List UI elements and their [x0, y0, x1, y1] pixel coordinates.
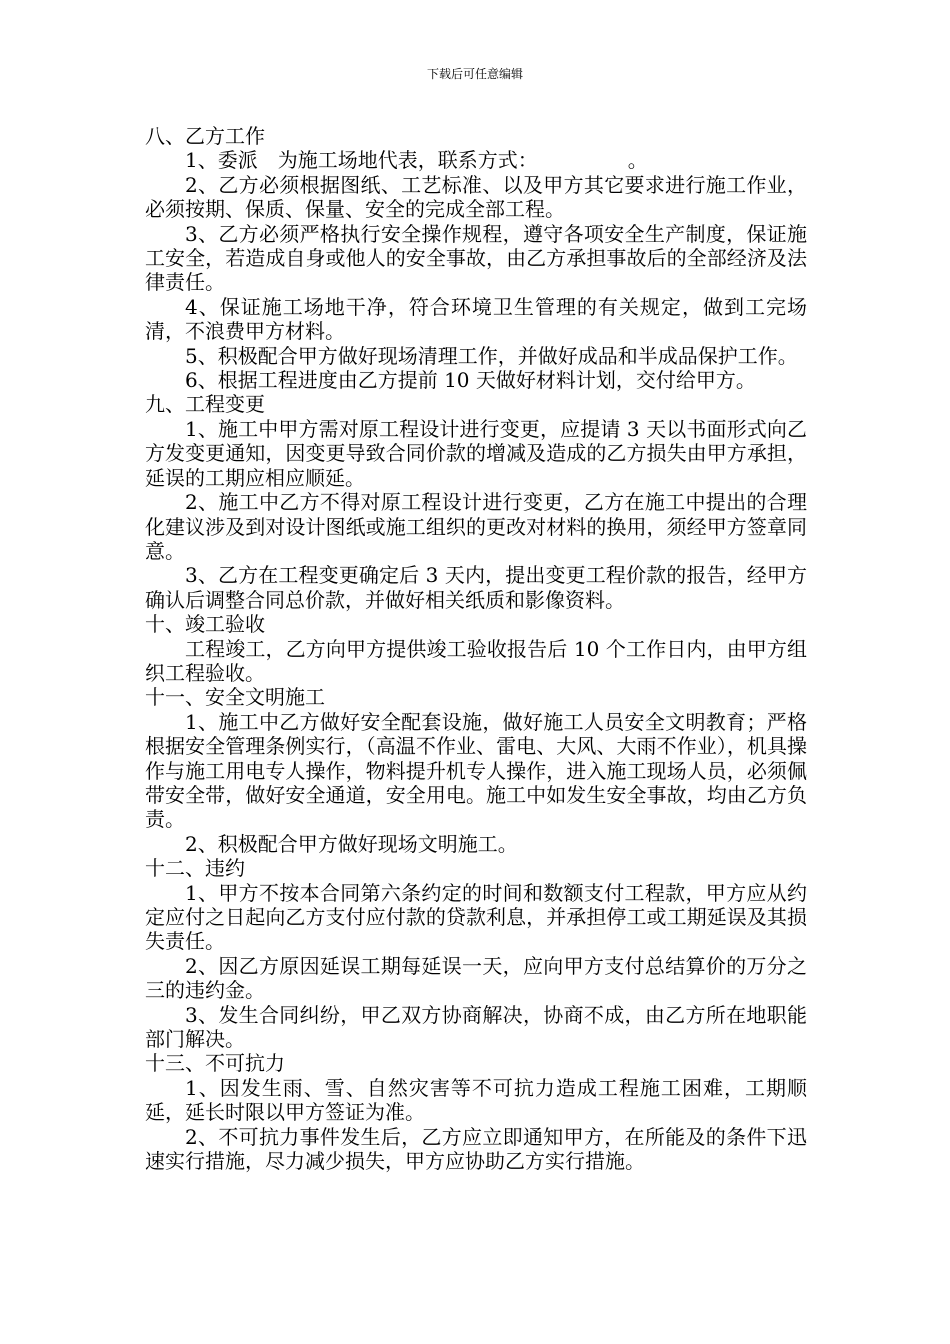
paragraph: 1、甲方不按本合同第六条约定的时间和数额支付工程款，甲方应从约定应付之日起向乙方支付应付款的贷款利息，并承担停工或工期延误及其损失责任。 [145, 880, 807, 954]
paragraph: 5、积极配合甲方做好现场清理工作，并做好成品和半成品保护工作。 [185, 343, 798, 368]
page-header: 下载后可任意编辑 [426, 67, 523, 81]
paragraph: 3、发生合同纠纷，甲乙双方协商解决，协商不成，由乙方所在地职能部门解决。 [145, 1002, 807, 1052]
section-title: 十三、不可抗力 [145, 1051, 285, 1076]
paragraph: 2、积极配合甲方做好现场文明施工。 [185, 831, 518, 856]
paragraph: 2、施工中乙方不得对原工程设计进行变更，乙方在施工中提出的合理化建议涉及到对设计图纸或施工组织的更改对材料的换用，须经甲方签章同意。 [145, 490, 807, 563]
paragraph: 1、委派 为施工场地代表，联系方式： 。 [185, 148, 648, 173]
paragraph: 3、乙方必须严格执行安全操作规程，遵守各项安全生产制度，保证施工安全，若造成自身或他人的安全事故，由乙方承担事故后的全部经济及法律责任。 [145, 221, 807, 295]
paragraph: 1、因发生雨、雪、自然灾害等不可抗力造成工程施工困难，工期顺延，延长时限以甲方签证为准。 [145, 1075, 807, 1125]
paragraph: 1、施工中乙方做好安全配套设施，做好施工人员安全文明教育；严格根据安全管理条例实行，（高温不作业、雷电、大风、大雨不作业），机具操作与施工用电专人操作，物料提升机专人操作，进入施工现场人员，必须佩带安全带，做好安全通道，安全用电。施工中如发生安全事故，均由乙方负责。 [145, 709, 807, 832]
paragraph: 2、因乙方原因延误工期每延误一天，应向甲方支付总结算价的万分之三的违约金。 [145, 953, 807, 1003]
paragraph: 2、乙方必须根据图纸、工艺标准、以及甲方其它要求进行施工作业，必须按期、保质、保量、安全的完成全部工程。 [145, 172, 807, 222]
paragraph: 工程竣工，乙方向甲方提供竣工验收报告后 10 个工作日内，由甲方组织工程验收。 [145, 636, 807, 685]
section-9 [145, 392, 807, 612]
section-11 [145, 685, 807, 856]
document-body [145, 124, 807, 1173]
section-10 [145, 612, 807, 685]
section-title: 九、工程变更 [145, 392, 265, 417]
paragraph: 2、不可抗力事件发生后，乙方应立即通知甲方，在所能及的条件下迅速实行措施，尽力减少损失，甲方应协助乙方实行措施。 [145, 1124, 807, 1174]
paragraph: 6、根据工程进度由乙方提前 10 天做好材料计划，交付给甲方。 [185, 368, 756, 393]
section-title: 十、竣工验收 [145, 612, 265, 637]
paragraph: 4、保证施工场地干净，符合环境卫生管理的有关规定，做到工完场清，不浪费甲方材料。 [145, 294, 807, 344]
paragraph: 3、乙方在工程变更确定后 3 天内，提出变更工程价款的报告，经甲方确认后调整合同总价款，并做好相关纸质和影像资料。 [145, 563, 807, 612]
section-12 [145, 856, 807, 1051]
section-title: 十二、违约 [145, 856, 245, 881]
section-title: 八、乙方工作 [145, 124, 265, 148]
section-8 [145, 124, 807, 392]
section-title: 十一、安全文明施工 [145, 685, 325, 710]
section-13 [145, 1051, 807, 1173]
paragraph: 1、施工中甲方需对原工程设计进行变更，应提请 3 天以书面形式向乙方发变更通知，因变更导致合同价款的增减及造成的乙方损失由甲方承担，延误的工期应相应顺延。 [145, 416, 807, 490]
